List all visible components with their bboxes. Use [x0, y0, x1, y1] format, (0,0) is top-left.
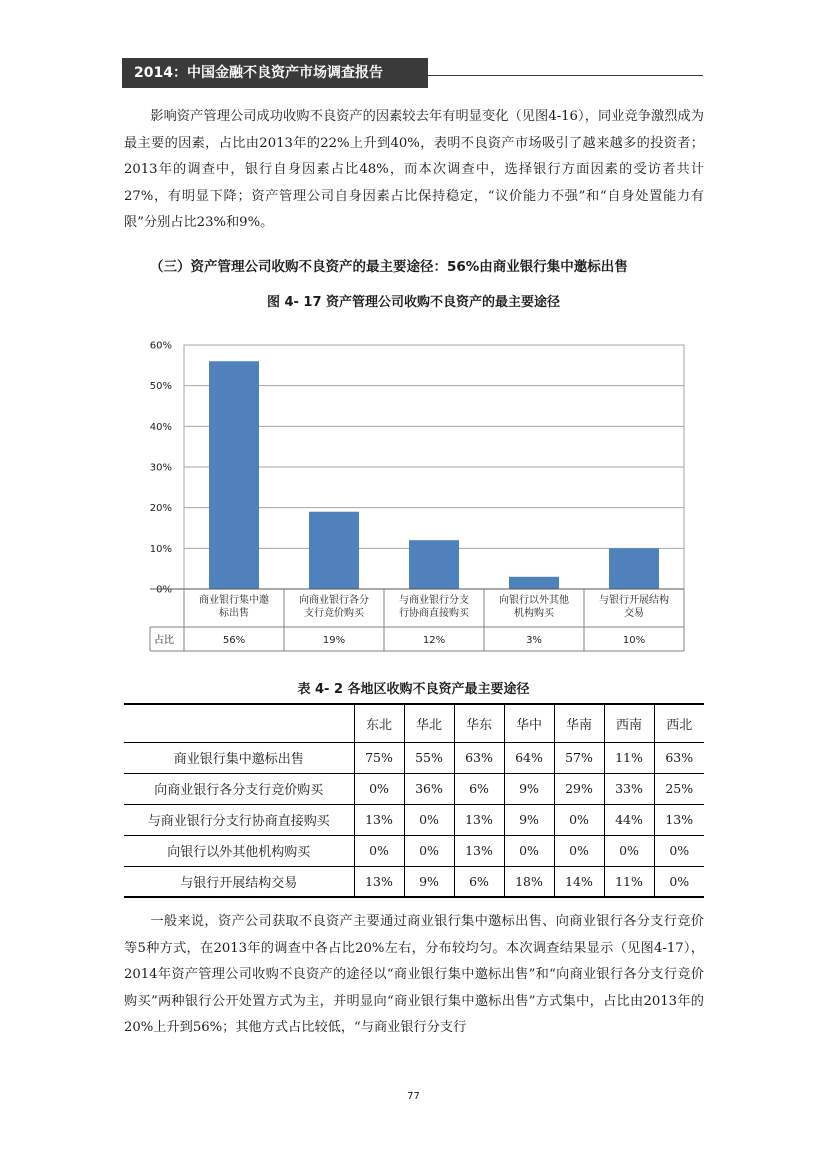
acquisition-channel-bar-chart — [140, 333, 690, 653]
figure-title: 图 4- 17 资产管理公司收购不良资产的最主要途径 — [266, 295, 561, 310]
bar — [409, 540, 459, 589]
table-row — [124, 835, 704, 866]
table-cell: 11% — [604, 866, 654, 897]
category-label: 向银行以外其他 — [499, 595, 569, 606]
table-cell: 33% — [604, 773, 654, 804]
table-cell: 0% — [604, 835, 654, 866]
table-cell: 0% — [404, 835, 454, 866]
y-tick-label: 60% — [149, 340, 172, 352]
section-subheading: （三）资产管理公司收购不良资产的最主要途径：56%由商业银行集中邀标出售 — [150, 259, 628, 275]
row-label: 向银行以外其他机构购买 — [124, 835, 354, 866]
y-tick-label: 20% — [149, 503, 172, 515]
col-header: 西南 — [604, 704, 654, 742]
row-label: 商业银行集中邀标出售 — [124, 742, 354, 773]
table-cell: 13% — [354, 804, 404, 835]
bar — [209, 361, 259, 589]
y-tick-label: 40% — [149, 421, 172, 433]
category-label: 向商业银行各分 — [299, 595, 369, 606]
table-row — [124, 773, 704, 804]
table-cell: 36% — [404, 773, 454, 804]
table-cell: 63% — [654, 742, 704, 773]
regional-acquisition-table — [124, 703, 704, 898]
table-cell: 0% — [354, 835, 404, 866]
table-cell: 9% — [504, 773, 554, 804]
table-cell: 0% — [654, 866, 704, 897]
table-row — [124, 804, 704, 835]
table-cell: 18% — [504, 866, 554, 897]
table-cell: 0% — [554, 804, 604, 835]
table-row — [124, 866, 704, 897]
col-header: 西北 — [654, 704, 704, 742]
table-cell: 75% — [354, 742, 404, 773]
table-header-row — [124, 704, 704, 742]
y-tick-label: 50% — [149, 381, 172, 393]
table-cell: 55% — [404, 742, 454, 773]
category-label: 商业银行集中邀 — [199, 595, 269, 606]
report-header-title: 2014：中国金融不良资产市场调查报告 — [122, 58, 428, 88]
data-value-label: 10% — [622, 635, 646, 646]
bar — [309, 512, 359, 589]
analysis-paragraph: 一般来说，资产公司获取不良资产主要通过商业银行集中邀标出售、向商业银行各分支行竞价等5种方式，在2013年的调查中各占比20%左右，分布较均匀。本次调查结果显示（见图4-17），2014年资产管理公司收购不良资产的途径以“商业银行集中邀标出售”和“向商业银行各分支行竞价购买”两种银行公开处置方式为主，并明显向“商业银行集中邀标出售”方式集中，占比由2013年的20%上升到56%；其他方式占比较低，“与商业银行分支行 — [124, 914, 704, 1035]
table-cell: 63% — [454, 742, 504, 773]
table-cell: 13% — [454, 835, 504, 866]
table-row — [124, 742, 704, 773]
row-label: 向商业银行各分支行竞价购买 — [124, 773, 354, 804]
table-cell: 0% — [554, 835, 604, 866]
table-cell: 0% — [354, 773, 404, 804]
col-header: 华东 — [454, 704, 504, 742]
category-label: 机构购买 — [514, 608, 554, 619]
header-rule — [428, 75, 703, 76]
data-value-label: 19% — [322, 635, 346, 646]
table-cell: 0% — [504, 835, 554, 866]
intro-paragraph: 影响资产管理公司成功收购不良资产的因素较去年有明显变化（见图4-16），同业竞争激烈成为最主要的因素，占比由2013年的22%上升到40%，表明不良资产市场吸引了越来越多的投资者；2013年的调查中，银行自身因素占比48%，而本次调查中，选择银行方面因素的受访者共计27%，有明显下降；资产管理公司自身因素占比保持稳定，“议价能力不强”和“自身处置能力有限”分别占比23%和9%。 — [124, 109, 704, 230]
row-label: 与商业银行分支行协商直接购买 — [124, 804, 354, 835]
table-cell: 29% — [554, 773, 604, 804]
table-cell: 0% — [404, 804, 454, 835]
data-value-label: 12% — [422, 635, 446, 646]
y-tick-label: 30% — [149, 462, 172, 474]
table-cell: 25% — [654, 773, 704, 804]
table-cell: 14% — [554, 866, 604, 897]
bar — [509, 577, 559, 589]
col-header: 华南 — [554, 704, 604, 742]
col-header: 华中 — [504, 704, 554, 742]
y-tick-label: 10% — [149, 543, 172, 555]
table-row-label: 占比 — [154, 635, 174, 646]
table-title: 表 4- 2 各地区收购不良资产最主要途径 — [297, 682, 530, 697]
table-cell: 13% — [354, 866, 404, 897]
table-cell: 6% — [454, 866, 504, 897]
table-cell: 9% — [504, 804, 554, 835]
category-label: 与银行开展结构 — [599, 595, 669, 606]
corner-cell — [124, 704, 354, 742]
y-tick-label: 0% — [156, 584, 172, 596]
category-label: 交易 — [624, 608, 644, 619]
category-label: 标出售 — [219, 608, 249, 619]
table-cell: 57% — [554, 742, 604, 773]
page-number: 77 — [407, 1091, 420, 1102]
bar — [609, 548, 659, 589]
table-cell: 6% — [454, 773, 504, 804]
row-label: 与银行开展结构交易 — [124, 866, 354, 897]
table-cell: 13% — [654, 804, 704, 835]
table-cell: 11% — [604, 742, 654, 773]
table-cell: 44% — [604, 804, 654, 835]
table-cell: 9% — [404, 866, 454, 897]
category-label: 与商业银行分支 — [399, 595, 469, 606]
data-value-label: 56% — [222, 635, 246, 646]
category-label: 支行竞价购买 — [304, 608, 364, 619]
col-header: 东北 — [354, 704, 404, 742]
table-cell: 13% — [454, 804, 504, 835]
category-label: 行协商直接购买 — [399, 608, 469, 619]
col-header: 华北 — [404, 704, 454, 742]
data-value-label: 3% — [526, 635, 542, 646]
table-cell: 64% — [504, 742, 554, 773]
table-cell: 0% — [654, 835, 704, 866]
